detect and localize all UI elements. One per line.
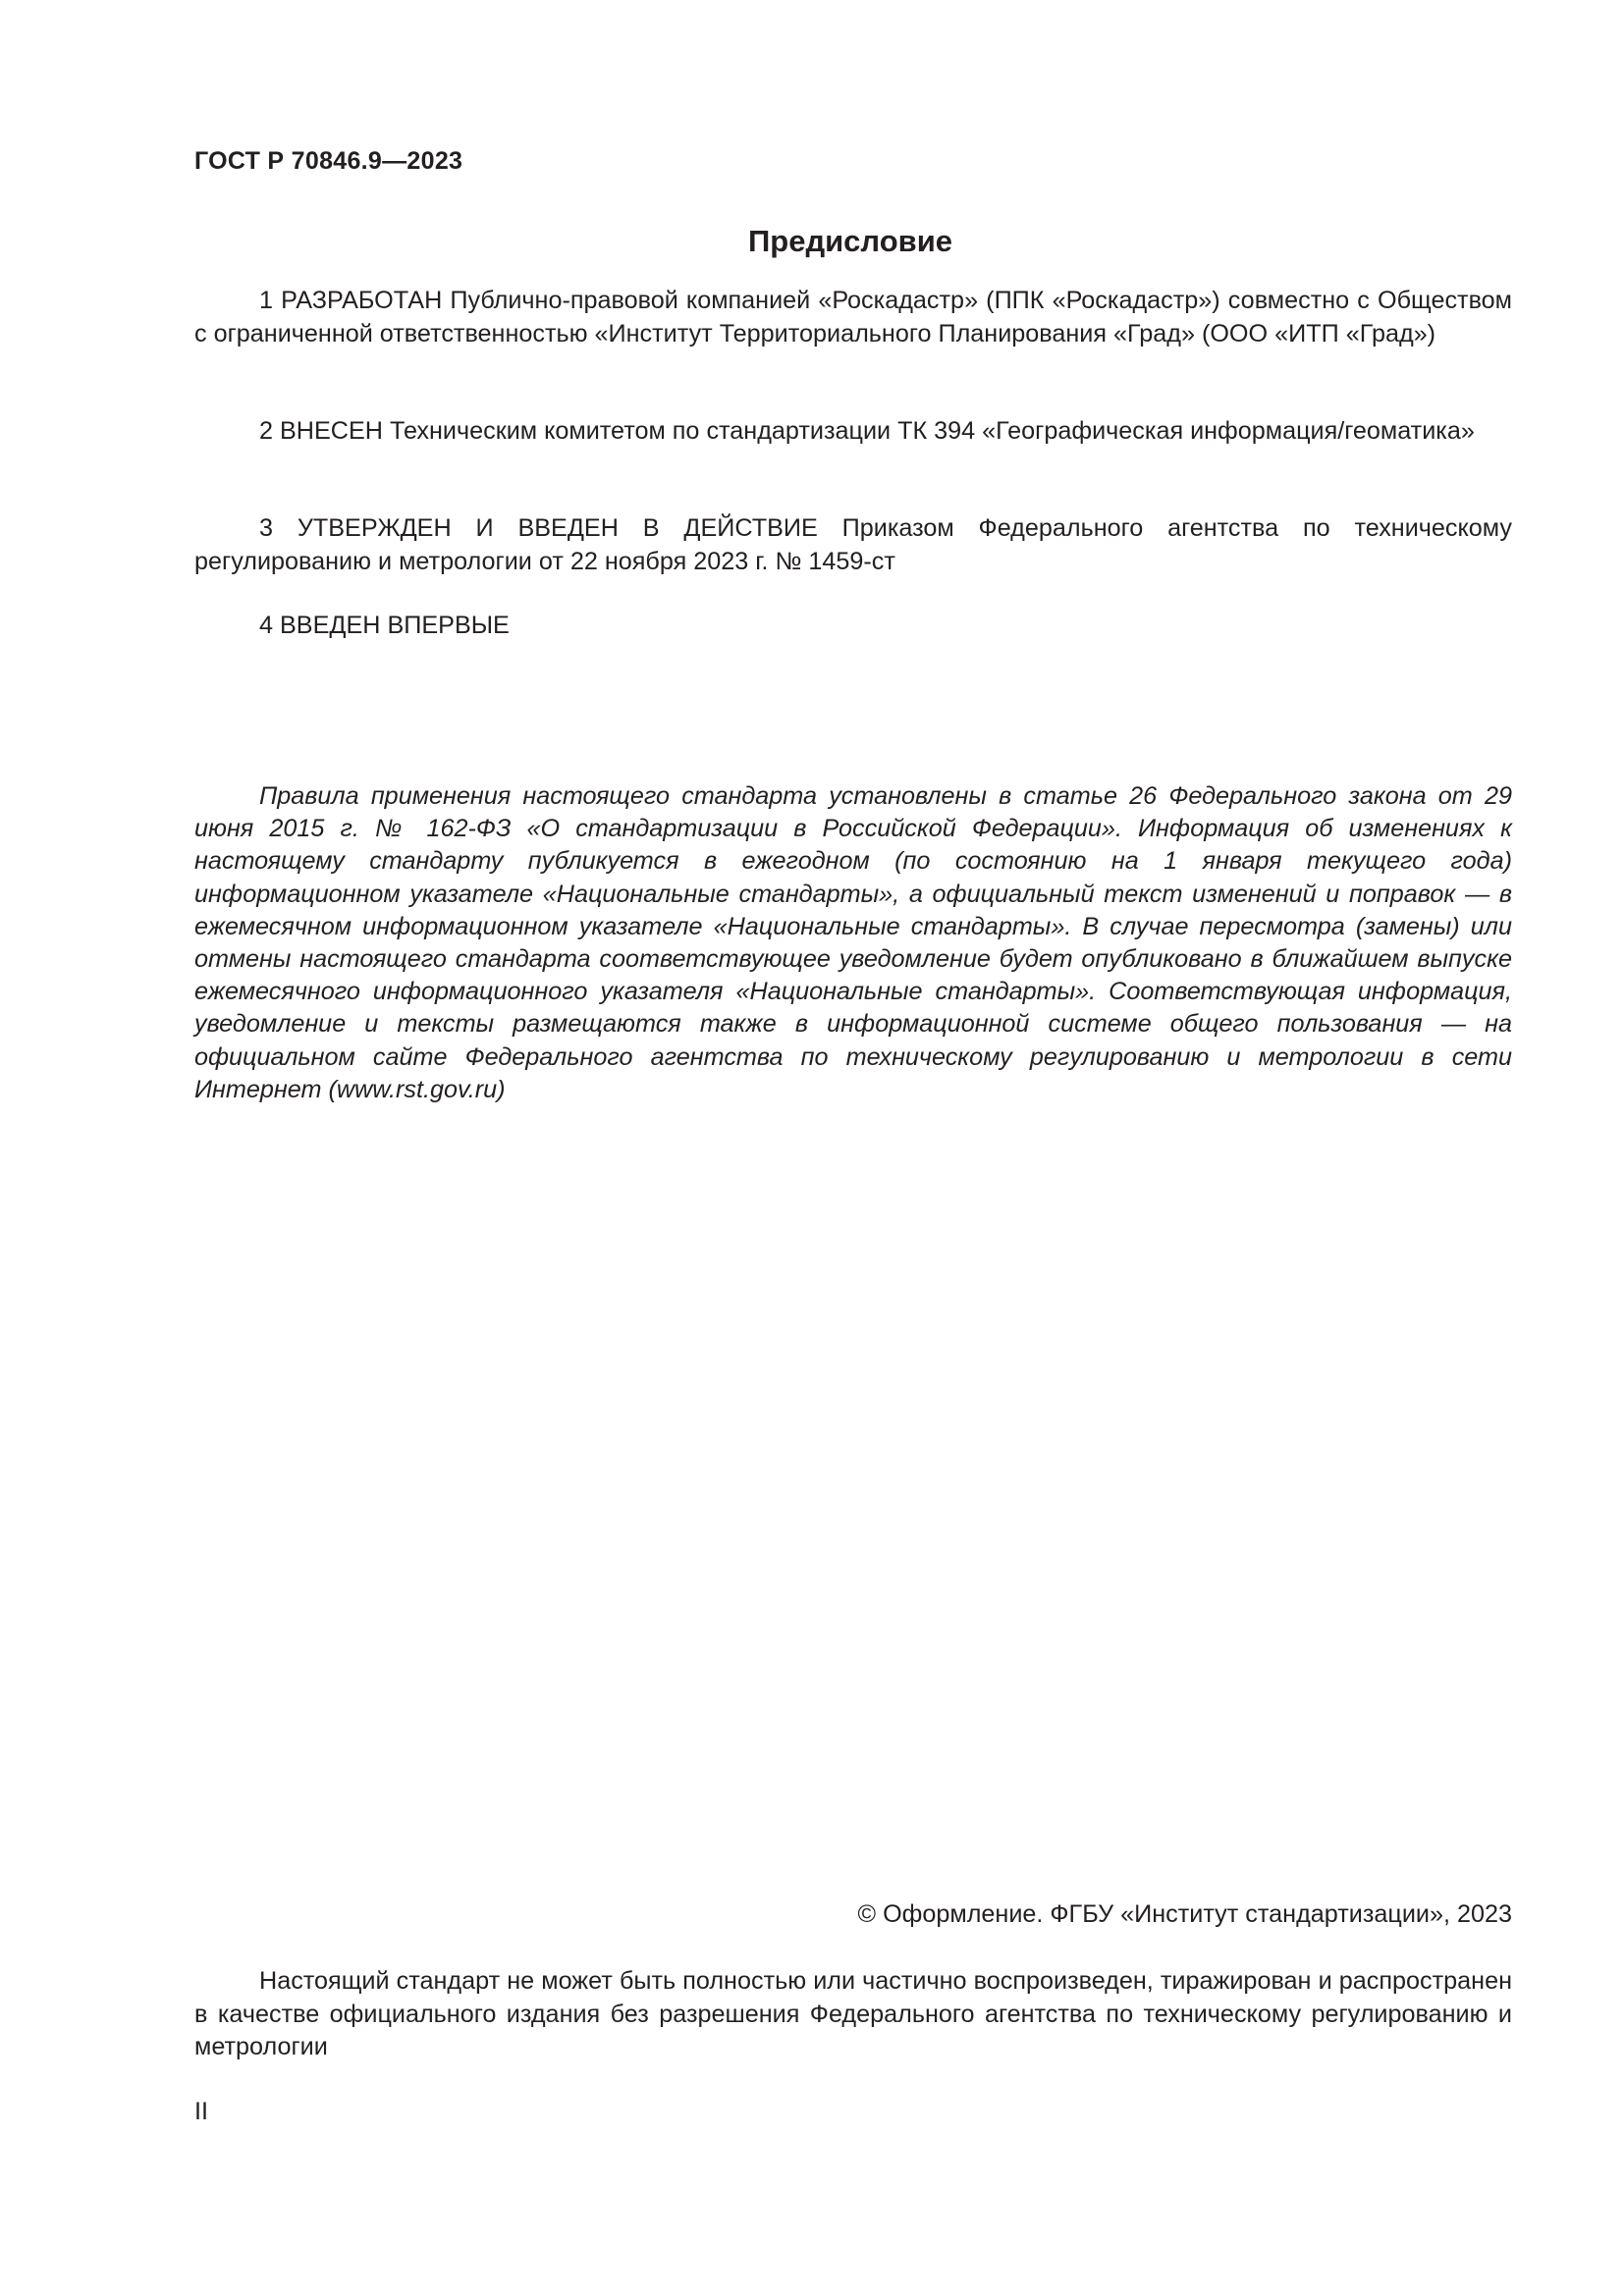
paragraph-developed-by: 1 РАЗРАБОТАН Публично-правовой компанией «Роскадастр» (ППК «Роскадастр») совместно с Обществом с ограниченной ответственностью «Институт Территориального Планирования «Град» (ООО «ИТП «Град»)	[194, 287, 1512, 347]
page-number: II	[194, 2098, 208, 2125]
document-header-id: ГОСТ Р 70846.9—2023	[194, 147, 463, 175]
application-rules-note: Правила применения настоящего стандарта установлены в статье 26 Федерального закона от 29 июня 2015 г. № 162-ФЗ «О стандартизации в Российской Федерации». Информация об изменениях к настоящему стандарту публикуется в ежегодном (по состоянию на 1 января текущего года) информационном указателе «Национальные стандарты», а официальный текст изменений и поправок — в ежемесячном информационном указателе «Национальные стандарты». В случае пересмотра (замены) или отмены настоящего стандарта соответствующее уведомление будет опубликовано в ближайшем выпуске ежемесячного информационного указателя «Национальные стандарты». Соответствующая информация, уведомление и тексты размещаются также в информационной системе общего пользования — на официальном сайте Федерального агентства по техническому регулированию и метрологии в сети Интернет (www.rst.gov.ru)	[194, 782, 1512, 1103]
paragraph-approved: 3 УТВЕРЖДЕН И ВВЕДЕН В ДЕЙСТВИЕ Приказом Федерального агентства по техническому регулированию и метрологии от 22 ноября 2023 г. № 1459-ст	[194, 514, 1512, 575]
reproduction-notice: Настоящий стандарт не может быть полностью или частично воспроизведен, тиражирован и распространен в качестве официального издания без разрешения Федерального агентства по техническому регулированию и метрологии	[194, 1967, 1512, 2060]
page-title: Предисловие	[747, 224, 952, 258]
paragraph-first-introduced: 4 ВВЕДЕН ВПЕРВЫЕ	[259, 612, 510, 639]
paragraph-introduced-by: 2 ВНЕСЕН Техническим комитетом по стандартизации ТК 394 «Географическая информация/геоматика»	[259, 417, 1475, 445]
copyright-line: © Оформление. ФГБУ «Институт стандартизации», 2023	[857, 1900, 1512, 1928]
